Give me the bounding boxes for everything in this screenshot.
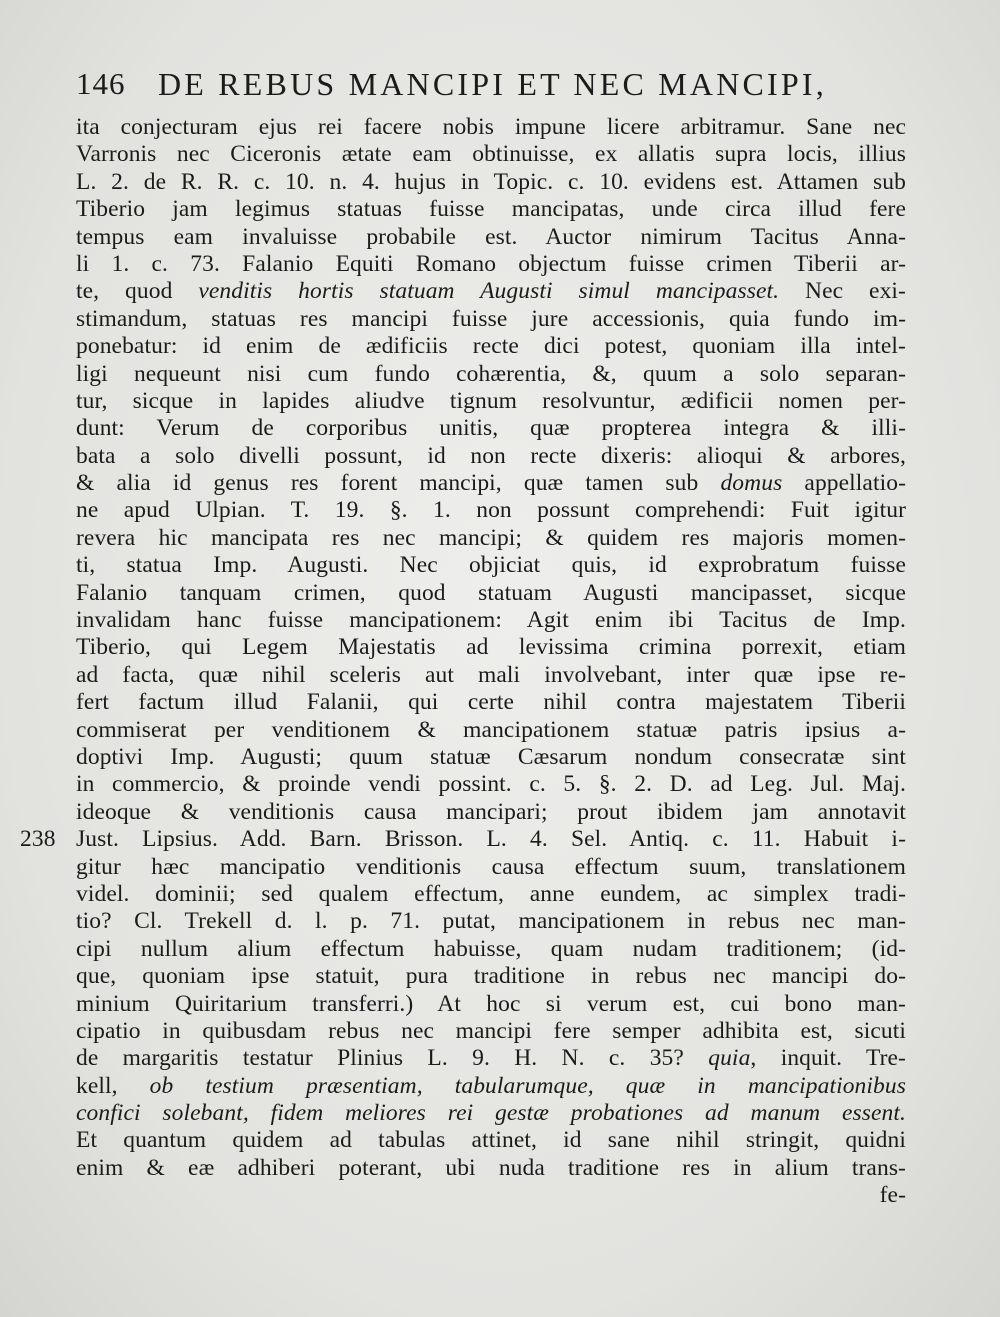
text-run: cipatio in quibusdam rebus nec mancipi fere semper adhibita est, sicuti — [76, 1017, 906, 1044]
text-line — [76, 607, 906, 634]
text-line — [20, 826, 906, 853]
text-run: ponebatur: id enim de ædificiis recte dici potest, quoniam illa intel- — [76, 333, 906, 360]
page-header — [76, 62, 936, 112]
text-line — [76, 771, 906, 798]
text-run: Falanio tanquam crimen, quod statuam Augusti mancipasset, sicque — [76, 579, 906, 606]
text-run: stimandum, statuas res mancipi fuisse jure accessionis, quia fundo im- — [76, 305, 906, 332]
text-line — [76, 744, 906, 771]
text-line — [76, 278, 906, 305]
running-head: DE REBUS MANCIPI ET NEC MANCIPI, — [158, 66, 827, 102]
text-run: & alia id genus res forent mancipi, quæ tamen sub — [76, 470, 721, 497]
text-line — [76, 662, 906, 689]
text-run: Varronis nec Ciceronis ætate eam obtinuisse, ex allatis supra locis, illius — [76, 141, 906, 168]
text-run: Just. Lipsius. Add. Barn. Brisson. L. 4. Sel. Antiq. c. 11. Habuit i- — [76, 826, 906, 853]
text-run: de margaritis testatur Plinius L. 9. H. N. c. 35? — [76, 1045, 709, 1072]
text-run: fert factum illud Falanii, qui certe nihil contra majestatem Tiberii — [76, 689, 906, 716]
text-run: commiserat per venditionem & mancipationem statuæ patris ipsius a- — [76, 716, 906, 743]
text-run: Et quantum quidem ad tabulas attinet, id sane nihil stringit, quidni — [76, 1127, 906, 1154]
text-run: kell, — [76, 1072, 150, 1099]
text-run: ita conjecturam ejus rei facere nobis impune licere arbitramur. Sane nec — [76, 114, 906, 140]
text-line — [76, 799, 906, 826]
page-number: 146 — [76, 66, 126, 101]
text-line — [76, 361, 906, 388]
text-line — [76, 1018, 906, 1045]
text-line — [76, 634, 906, 661]
text-run: doptivi Imp. Augusti; quum statuæ Cæsarum nondum consecratæ sint — [76, 743, 906, 770]
text-run: fe- — [879, 1182, 906, 1209]
text-line — [76, 854, 906, 881]
text-run: minium Quiritarium transferri.) At hoc si verum est, cui bono man- — [76, 990, 906, 1017]
text-run: , inquit. Tre- — [750, 1045, 906, 1072]
text-line — [76, 689, 906, 716]
text-line — [76, 963, 906, 990]
text-line — [76, 1155, 906, 1182]
text-line — [76, 196, 906, 223]
text-line — [76, 881, 906, 908]
text-run: invalidam hanc fuisse mancipationem: Agit enim ibi Tacitus de Imp. — [76, 607, 906, 634]
text-run: Tiberio jam legimus statuas fuisse mancipatas, unde circa illud fere — [76, 196, 906, 223]
text-run: li 1. c. 73. Falanio Equiti Romano objectum fuisse crimen Tiberii ar- — [76, 250, 906, 277]
text-line — [76, 525, 906, 552]
italic-run: domus — [720, 470, 783, 497]
text-line — [76, 991, 906, 1018]
text-line — [76, 470, 906, 497]
italic-run: quia — [708, 1045, 751, 1072]
text-run: in commercio, & proinde vendi possint. c. 5. §. 2. D. ad Leg. Jul. Maj. — [76, 771, 906, 798]
body-text — [20, 114, 906, 1210]
text-line — [76, 1073, 906, 1100]
text-run: appellatio- — [782, 470, 906, 497]
text-run: gitur hæc mancipatio venditionis causa effectum suum, translationem — [76, 853, 906, 880]
text-line — [76, 306, 906, 333]
text-run: bata a solo divelli possunt, id non recte dixeris: alioqui & arbores, — [76, 442, 906, 469]
text-line — [76, 388, 906, 415]
text-run: que, quoniam ipse statuit, pura traditione in rebus nec mancipi do- — [76, 963, 906, 990]
text-run: videl. dominii; sed qualem effectum, anne eundem, ac simplex tradi- — [76, 880, 906, 907]
text-line — [76, 497, 906, 524]
text-run: L. 2. de R. R. c. 10. n. 4. hujus in Topic. c. 10. evidens est. Attamen sub — [76, 168, 906, 195]
text-run: tio? Cl. Trekell d. l. p. 71. putat, mancipationem in rebus nec man- — [76, 908, 906, 935]
text-line — [76, 1100, 906, 1127]
text-line — [76, 908, 906, 935]
italic-run: venditis hortis statuam Augusti simul mancipasset. — [198, 278, 780, 305]
text-run: Tiberio, qui Legem Majestatis ad levissima crimina porrexit, etiam — [76, 634, 906, 661]
text-line — [76, 443, 906, 470]
text-run: tur, sicque in lapides aliudve tignum resolvuntur, ædificii nomen per- — [76, 387, 906, 414]
text-line — [76, 224, 906, 251]
text-run: ligi nequeunt nisi cum fundo cohærentia, &, quum a solo separan- — [76, 360, 906, 387]
text-run: Nec exi- — [779, 278, 906, 305]
text-run: te, quod — [76, 278, 199, 305]
text-run: ne apud Ulpian. T. 19. §. 1. non possunt comprehendi: Fuit igitur — [76, 497, 906, 524]
text-run: ad facta, quæ nihil sceleris aut mali involvebant, inter quæ ipse re- — [76, 661, 906, 688]
italic-run: ob testium præsentiam, tabularumque, quæ in mancipationibus — [149, 1072, 906, 1099]
text-line — [76, 1182, 906, 1209]
text-line — [76, 415, 906, 442]
text-line — [76, 580, 906, 607]
text-run: enim & eæ adhiberi poterant, ubi nuda traditione res in alium trans- — [76, 1154, 906, 1181]
text-run: cipi nullum alium effectum habuisse, quam nudam traditionem; (id- — [76, 935, 906, 962]
text-run: tempus eam invaluisse probabile est. Auctor nimirum Tacitus Anna- — [76, 223, 906, 250]
text-line — [76, 552, 906, 579]
italic-run: confici solebant, fidem meliores rei gestæ probationes ad manum essent. — [76, 1100, 906, 1127]
text-line — [76, 1127, 906, 1154]
text-line — [76, 251, 906, 278]
text-line — [76, 114, 906, 141]
text-line — [76, 141, 906, 168]
text-line — [76, 333, 906, 360]
text-line — [76, 1045, 906, 1072]
text-line — [76, 936, 906, 963]
text-run: dunt: Verum de corporibus unitis, quæ propterea integra & illi- — [76, 415, 906, 442]
text-line — [76, 717, 906, 744]
margin-note: 238 — [20, 826, 56, 853]
text-run: revera hic mancipata res nec mancipi; & quidem res majoris momen- — [76, 524, 906, 551]
text-run: ideoque & venditionis causa mancipari; prout ibidem jam annotavit — [76, 798, 906, 825]
text-line — [76, 169, 906, 196]
text-run: ti, statua Imp. Augusti. Nec objiciat quis, id exprobratum fuisse — [76, 552, 906, 579]
